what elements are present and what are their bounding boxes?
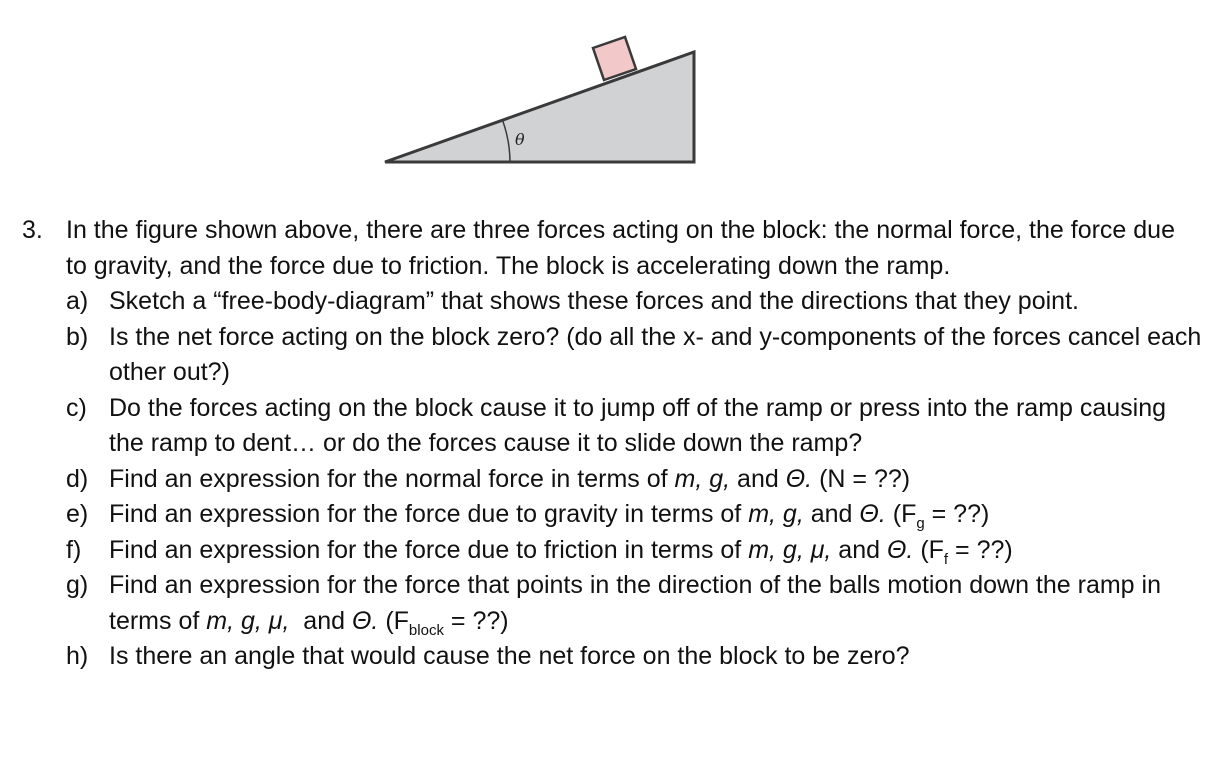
part-g (66, 568, 1202, 639)
text-mid: and (730, 464, 786, 493)
part-label: e) (66, 500, 89, 528)
text-mid: and (831, 535, 887, 564)
part-label: d) (66, 464, 89, 493)
part-text: Sketch a “free-body-diagram” that shows these forces and the directions that they point. (109, 287, 1079, 315)
text-after: = ??) (443, 606, 509, 635)
part-text: Do the forces acting on the block cause it to jump off of the ramp or press into the ramp causing the ramp to dent… or do the forces cause it to slide down the ramp? (109, 393, 1167, 457)
part-label: g) (66, 571, 89, 599)
subscript: g (916, 515, 925, 532)
part-label: c) (66, 393, 87, 422)
question-number: 3. (22, 216, 43, 244)
theta-symbol: Θ. (886, 535, 914, 564)
question-text: In the figure shown above, there are three forces acting on the block: the normal force, the force due to gravity, and the force due to friction. The block is accelerating down the ramp. (66, 216, 1175, 280)
paren-open: (F (378, 606, 409, 635)
part-label: b) (66, 322, 89, 351)
part-label: a) (66, 287, 89, 315)
part-a (66, 284, 1202, 320)
text-mid: and (289, 606, 352, 635)
part-text (109, 497, 1202, 533)
paren-open: (F (913, 535, 944, 564)
theta-symbol: Θ. (351, 606, 379, 635)
paren-open: (F (885, 500, 917, 528)
text-before: Find an expression for the force that points in the direction of the balls motion down the ramp in terms of (109, 571, 1161, 635)
subscript: f (943, 550, 949, 568)
angle-label: θ (515, 130, 525, 149)
subscript: block (408, 621, 444, 639)
text-after: (N = ??) (812, 464, 911, 493)
part-f (66, 533, 1202, 569)
part-label: h) (66, 642, 89, 670)
part-b (66, 320, 1202, 391)
question-parts (66, 284, 1202, 675)
variables: m, g, μ, (748, 535, 832, 564)
question-stem (22, 213, 1202, 284)
part-text (109, 462, 1202, 498)
part-h (66, 639, 1202, 675)
variables: m, g, (748, 500, 804, 528)
part-text (109, 533, 1202, 569)
ramp-triangle (385, 52, 694, 162)
text-after: = ??) (924, 500, 990, 528)
theta-symbol: Θ. (859, 500, 886, 528)
question-block (22, 213, 1202, 675)
part-e (66, 497, 1202, 533)
theta-symbol: Θ. (785, 464, 813, 493)
part-text: Is the net force acting on the block zero? (do all the x- and y-components of the forces cancel each other out?) (109, 322, 1202, 386)
part-text: Is there an angle that would cause the net force on the block to be zero? (109, 642, 910, 670)
part-label: f) (66, 535, 82, 564)
variables: m, g, (674, 464, 731, 493)
part-c (66, 391, 1202, 462)
text-before: Find an expression for the normal force in terms of (109, 464, 675, 493)
text-before: Find an expression for the force due to gravity in terms of (109, 500, 749, 528)
text-after: = ??) (948, 535, 1013, 564)
ramp-figure (380, 25, 700, 170)
variables: m, g, μ, (206, 606, 290, 635)
part-d (66, 462, 1202, 498)
text-before: Find an expression for the force due to friction in terms of (109, 535, 749, 564)
text-mid: and (803, 500, 860, 528)
part-text (109, 568, 1202, 639)
